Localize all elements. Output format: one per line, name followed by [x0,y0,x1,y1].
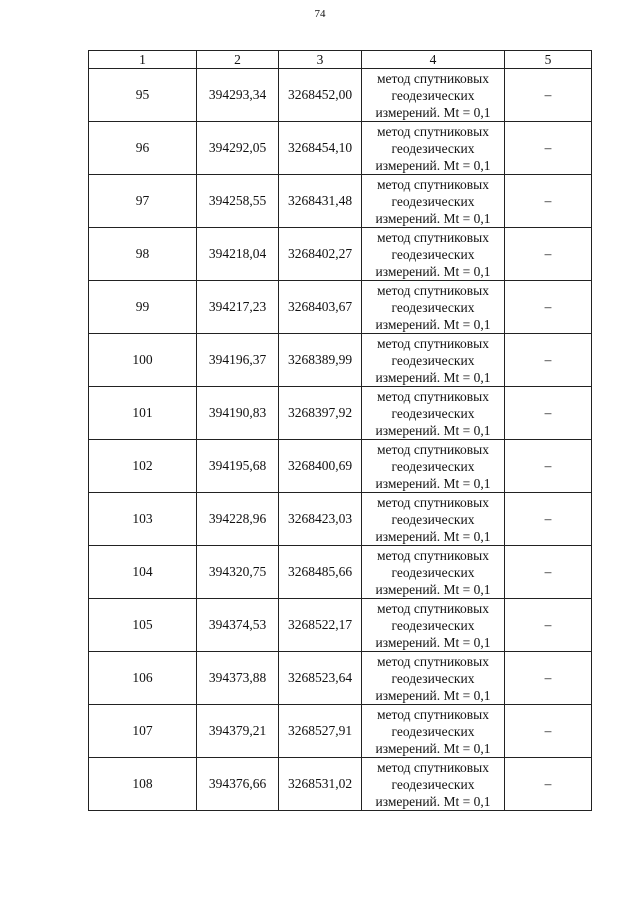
y-coordinate-cell: 3268522,17 [279,599,362,652]
method-line: геодезических [391,140,475,156]
method-cell [362,122,505,175]
column-header: 1 [89,51,197,69]
method-line: измерений. Mt = 0,1 [375,157,491,173]
column-header: 5 [505,51,592,69]
y-coordinate-cell: 3268454,10 [279,122,362,175]
coordinates-table [88,50,592,811]
y-coordinate-cell: 3268523,64 [279,652,362,705]
x-coordinate-cell: 394373,88 [197,652,279,705]
x-coordinate-cell: 394196,37 [197,334,279,387]
method-line: измерений. Mt = 0,1 [375,263,491,279]
method-cell [362,387,505,440]
x-coordinate-cell: 394379,21 [197,705,279,758]
method-line: метод спутниковых [377,706,489,722]
y-coordinate-cell: 3268400,69 [279,440,362,493]
method-line: метод спутниковых [377,494,489,510]
x-coordinate-cell: 394258,55 [197,175,279,228]
y-coordinate-cell: 3268403,67 [279,281,362,334]
table-row [89,175,592,228]
method-line: метод спутниковых [377,70,489,86]
method-line: измерений. Mt = 0,1 [375,581,491,597]
x-coordinate-cell: 394218,04 [197,228,279,281]
table-body [89,69,592,811]
column-5-cell: – [505,493,592,546]
column-5-cell: – [505,334,592,387]
method-cell [362,705,505,758]
method-line: метод спутниковых [377,229,489,245]
method-line: измерений. Mt = 0,1 [375,422,491,438]
point-number-cell: 105 [89,599,197,652]
method-line: метод спутниковых [377,547,489,563]
table-row [89,334,592,387]
point-number-cell: 101 [89,387,197,440]
point-number-cell: 99 [89,281,197,334]
point-number-cell: 108 [89,758,197,811]
x-coordinate-cell: 394292,05 [197,122,279,175]
y-coordinate-cell: 3268485,66 [279,546,362,599]
column-5-cell: – [505,387,592,440]
method-line: измерений. Mt = 0,1 [375,210,491,226]
table-row [89,69,592,122]
table-row [89,228,592,281]
point-number-cell: 103 [89,493,197,546]
point-number-cell: 102 [89,440,197,493]
method-line: измерений. Mt = 0,1 [375,634,491,650]
method-line: метод спутниковых [377,441,489,457]
point-number-cell: 96 [89,122,197,175]
column-5-cell: – [505,122,592,175]
method-line: геодезических [391,299,475,315]
method-line: метод спутниковых [377,176,489,192]
y-coordinate-cell: 3268531,02 [279,758,362,811]
column-5-cell: – [505,69,592,122]
method-cell [362,599,505,652]
table-row [89,493,592,546]
method-line: измерений. Mt = 0,1 [375,104,491,120]
method-line: геодезических [391,776,475,792]
table-row [89,281,592,334]
method-line: измерений. Mt = 0,1 [375,316,491,332]
point-number-cell: 97 [89,175,197,228]
method-line: метод спутниковых [377,282,489,298]
y-coordinate-cell: 3268452,00 [279,69,362,122]
method-line: геодезических [391,670,475,686]
method-line: метод спутниковых [377,335,489,351]
table-row [89,122,592,175]
method-line: метод спутниковых [377,600,489,616]
method-line: измерений. Mt = 0,1 [375,740,491,756]
x-coordinate-cell: 394195,68 [197,440,279,493]
table-row [89,387,592,440]
method-line: геодезических [391,87,475,103]
method-line: измерений. Mt = 0,1 [375,475,491,491]
table-row [89,758,592,811]
method-cell [362,652,505,705]
page-number: 74 [314,8,326,20]
y-coordinate-cell: 3268402,27 [279,228,362,281]
x-coordinate-cell: 394293,34 [197,69,279,122]
method-cell [362,281,505,334]
column-5-cell: – [505,281,592,334]
table-row [89,599,592,652]
method-line: геодезических [391,246,475,262]
method-cell [362,334,505,387]
point-number-cell: 104 [89,546,197,599]
column-5-cell: – [505,546,592,599]
method-line: геодезических [391,405,475,421]
y-coordinate-cell: 3268389,99 [279,334,362,387]
column-5-cell: – [505,228,592,281]
point-number-cell: 95 [89,69,197,122]
table-row [89,652,592,705]
method-line: геодезических [391,458,475,474]
x-coordinate-cell: 394374,53 [197,599,279,652]
column-5-cell: – [505,758,592,811]
method-cell [362,758,505,811]
table-row [89,440,592,493]
method-cell [362,440,505,493]
point-number-cell: 100 [89,334,197,387]
column-header: 2 [197,51,279,69]
method-line: метод спутниковых [377,759,489,775]
method-cell [362,175,505,228]
x-coordinate-cell: 394228,96 [197,493,279,546]
method-line: измерений. Mt = 0,1 [375,528,491,544]
method-line: измерений. Mt = 0,1 [375,369,491,385]
method-line: геодезических [391,564,475,580]
method-cell [362,493,505,546]
method-cell [362,228,505,281]
point-number-cell: 98 [89,228,197,281]
column-5-cell: – [505,599,592,652]
column-header: 4 [362,51,505,69]
method-line: метод спутниковых [377,653,489,669]
table-row [89,705,592,758]
point-number-cell: 107 [89,705,197,758]
method-line: геодезических [391,193,475,209]
y-coordinate-cell: 3268431,48 [279,175,362,228]
table-row [89,546,592,599]
method-line: геодезических [391,723,475,739]
point-number-cell: 106 [89,652,197,705]
table-header-row [89,51,592,69]
method-line: метод спутниковых [377,388,489,404]
method-line: геодезических [391,511,475,527]
method-line: геодезических [391,617,475,633]
method-line: измерений. Mt = 0,1 [375,687,491,703]
y-coordinate-cell: 3268423,03 [279,493,362,546]
y-coordinate-cell: 3268527,91 [279,705,362,758]
method-line: метод спутниковых [377,123,489,139]
column-5-cell: – [505,440,592,493]
method-cell [362,69,505,122]
method-line: геодезических [391,352,475,368]
method-line: измерений. Mt = 0,1 [375,793,491,809]
x-coordinate-cell: 394320,75 [197,546,279,599]
column-5-cell: – [505,175,592,228]
x-coordinate-cell: 394376,66 [197,758,279,811]
x-coordinate-cell: 394217,23 [197,281,279,334]
method-cell [362,546,505,599]
column-5-cell: – [505,652,592,705]
column-5-cell: – [505,705,592,758]
x-coordinate-cell: 394190,83 [197,387,279,440]
y-coordinate-cell: 3268397,92 [279,387,362,440]
column-header: 3 [279,51,362,69]
